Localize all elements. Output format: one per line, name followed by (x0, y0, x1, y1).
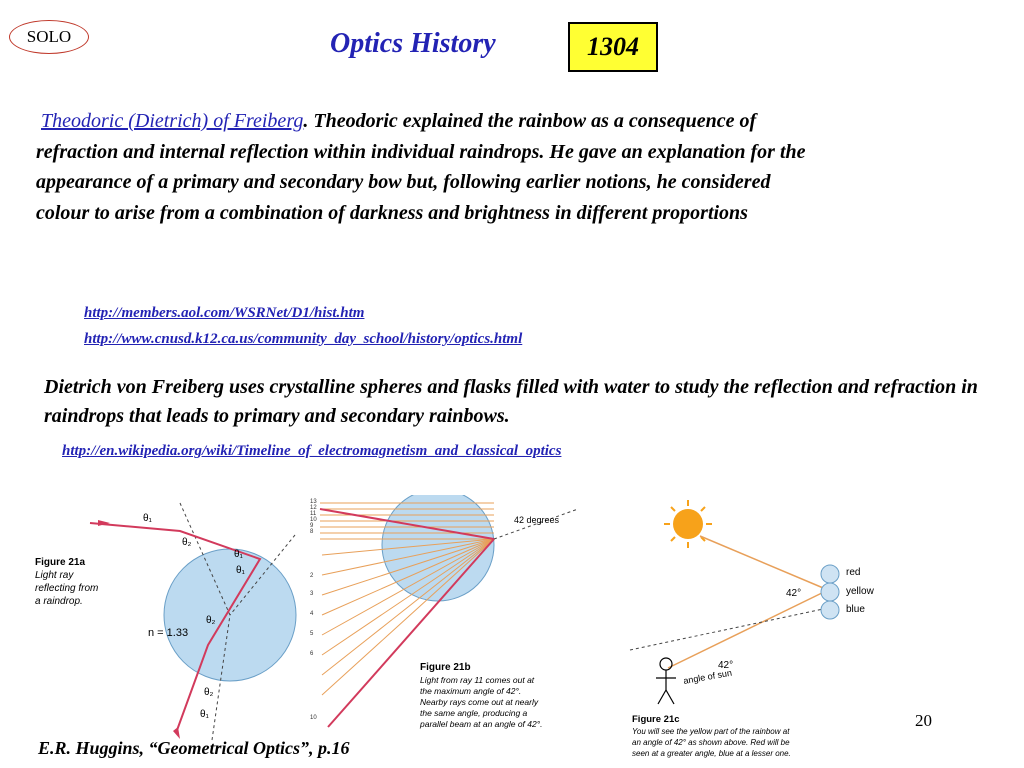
page-title: Optics History (330, 28, 496, 59)
theta1-label-b: θ₁ (234, 549, 243, 560)
color-label-yellow: yellow (846, 586, 874, 597)
figure-21c-label: Figure 21c (632, 714, 680, 725)
paragraph-theodoric (36, 106, 806, 228)
figure-21b (308, 495, 588, 735)
link-wikipedia-timeline[interactable]: http://en.wikipedia.org/wiki/Timeline_of_electromagnetism_and_classical_optics (62, 443, 562, 459)
ray-numbers (310, 499, 317, 721)
theta1-label-c: θ₁ (236, 565, 245, 576)
figure-21b-label: Figure 21b (420, 662, 471, 673)
figure-21a-caption-1: Light ray (35, 570, 74, 581)
figure-21a (30, 495, 300, 745)
figure-21c-caption-3: seen at a greater angle, blue at a lesser one. (632, 749, 791, 758)
svg-text:13: 13 (310, 499, 317, 505)
sun-angle-line (630, 608, 828, 650)
figure-21a-caption-2: reflecting from (35, 583, 99, 594)
theta1-label: θ₁ (143, 513, 152, 524)
svg-text:2: 2 (310, 573, 314, 579)
figure-21b-caption-1: Light from ray 11 comes out at (420, 675, 535, 685)
angle-42-label-top: 42° (786, 588, 802, 599)
svg-text:11: 11 (310, 511, 317, 517)
angle-42-label-bottom: 42° (718, 660, 734, 671)
svg-text:10: 10 (310, 517, 317, 523)
svg-text:5: 5 (310, 631, 314, 637)
raindrops-group (821, 565, 839, 619)
color-label-blue: blue (846, 604, 865, 615)
sun-ray-to-drop (700, 536, 828, 590)
slide-number-badge: 1304 (568, 22, 658, 72)
angle-of-sun-label: angle of sun (682, 667, 733, 686)
figure-21c-caption-2: an angle of 42° as shown above. Red will be (632, 738, 790, 747)
svg-text:8: 8 (310, 529, 314, 535)
svg-text:6: 6 (310, 651, 314, 657)
link-cnusd-optics[interactable]: http://www.cnusd.k12.ca.us/community_day_school/history/optics.html (84, 331, 523, 347)
refractive-index-label: n = 1.33 (148, 627, 189, 639)
figure-21a-caption-3: a raindrop. (35, 596, 83, 607)
svg-text:10: 10 (310, 715, 317, 721)
link-aol-history[interactable]: http://members.aol.com/WSRNet/D1/hist.htm (84, 305, 365, 321)
theta1-label-d: θ₁ (200, 709, 209, 720)
theta2-label-b: θ₂ (206, 615, 216, 626)
paragraph-dietrich: Dietrich von Freiberg uses crystalline spheres and flasks filled with water to study the reflection and refraction in raindrops that leads to primary and secondary rainbows. (44, 376, 978, 427)
figure-21b-caption-5: parallel beam at an angle of 42°. (420, 719, 543, 729)
paragraph-theodoric-text: . Theodoric explained the rainbow as a consequence of refraction and internal reflection within individual raindrops. He gave an explanation for the appearance of a primary and secondary bow but, following earlier notions, he considered colour to arise from a combination of darkness and brightness in different proportions (36, 110, 806, 224)
figure-21b-caption-3: Nearby rays come out at nearly (420, 697, 539, 707)
svg-text:12: 12 (310, 505, 317, 511)
theodoric-name-link[interactable]: Theodoric (Dietrich) of Freiberg (41, 110, 304, 132)
figure-21a-label: Figure 21a (35, 557, 86, 568)
figure-21b-caption-4: the same angle, producing a (420, 708, 528, 718)
color-label-red: red (846, 567, 861, 578)
svg-text:3: 3 (310, 591, 314, 597)
sun-icon (664, 500, 712, 548)
citation: E.R. Huggins, “Geometrical Optics”, p.16 (38, 738, 350, 758)
solo-logo: SOLO (9, 20, 89, 54)
theta2-label: θ₂ (182, 537, 192, 548)
figure-21b-caption-2: the maximum angle of 42°. (420, 686, 522, 696)
figure-21c (628, 498, 898, 766)
theta2-label-c: θ₂ (204, 687, 214, 698)
figure-21c-caption-1: You will see the yellow part of the rainbow at (632, 727, 790, 736)
svg-text:9: 9 (310, 523, 314, 529)
page-number: 20 (915, 711, 932, 730)
angle-42-label: 42 degrees (514, 515, 560, 525)
svg-text:4: 4 (310, 611, 314, 617)
ray-to-observer (668, 590, 828, 668)
